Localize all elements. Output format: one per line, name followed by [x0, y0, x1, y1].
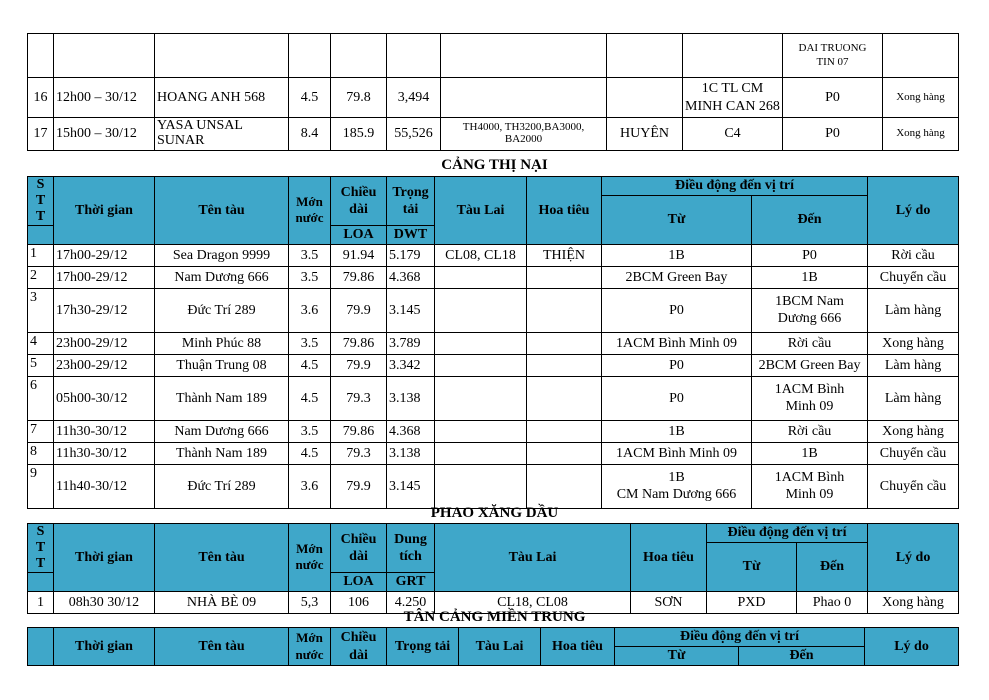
cell-ship: Thành Nam 189	[155, 442, 289, 464]
cell-time: 11h40-30/12	[54, 464, 155, 508]
cell-draft: 3.5	[289, 266, 331, 288]
cell-to: 2BCM Green Bay	[752, 354, 868, 376]
cell-dwt: 3.138	[387, 376, 435, 420]
cell-loa: 91.94	[331, 244, 387, 266]
cell-loa: 79.86	[331, 332, 387, 354]
cell-reason: Làm hàng	[868, 288, 959, 332]
cell-ship: Nam Dương 666	[155, 420, 289, 442]
cell-from: 1B	[602, 420, 752, 442]
cell-draft: 3.6	[289, 464, 331, 508]
table-row	[28, 464, 959, 508]
cell-tug	[435, 354, 527, 376]
cell-time: 17h00-29/12	[54, 244, 155, 266]
thi-nai-rows	[28, 244, 959, 508]
cell-reason: Rời cầu	[868, 244, 959, 266]
col10-note: DAI TRUONG TIN 07	[783, 34, 883, 78]
cell-time: 17h00-29/12	[54, 266, 155, 288]
table-row: 1 08h30 30/12 NHÀ BÈ 09 5,3 106 4.250 CL18, CL08 SƠN PXD Phao 0 Xong hàng	[28, 591, 959, 613]
cell-stt: 8	[28, 442, 54, 464]
cell-reason: Chuyển cầu	[868, 442, 959, 464]
cell-to: 1ACM Bình Minh 09	[752, 464, 868, 508]
cell-loa: 79.3	[331, 376, 387, 420]
cell-dwt: 3.789	[387, 332, 435, 354]
table-row	[28, 376, 959, 420]
cell-dwt: 3.138	[387, 442, 435, 464]
cell-from: P0	[602, 354, 752, 376]
cell-ship: Minh Phúc 88	[155, 332, 289, 354]
cell-dwt: 3.342	[387, 354, 435, 376]
cell-pilot	[527, 442, 602, 464]
cell-from: 1ACM Bình Minh 09	[602, 442, 752, 464]
cell-to: 1B	[752, 442, 868, 464]
cell-reason: Chuyển cầu	[868, 464, 959, 508]
cell-ship: Đức Trí 289	[155, 464, 289, 508]
cell-pilot	[527, 354, 602, 376]
table-row: 17 15h00 – 30/12 YASA UNSAL SUNAR 8.4 185.9 55,526 TH4000, TH3200,BA3000, BA2000 HUYÊN C4 P0 Xong hàng	[28, 118, 959, 151]
cell-time: 17h30-29/12	[54, 288, 155, 332]
cell-loa: 79.3	[331, 442, 387, 464]
section-title-phao: PHAO XĂNG DẦU	[430, 505, 559, 521]
cell-pilot	[527, 266, 602, 288]
cell-loa: 79.86	[331, 420, 387, 442]
cell-dwt: 5.179	[387, 244, 435, 266]
cell-dwt: 4.368	[387, 266, 435, 288]
cell-stt: 3	[28, 288, 54, 332]
cell-reason: Làm hàng	[868, 376, 959, 420]
cell-dwt: 3.145	[387, 288, 435, 332]
cell-draft: 4.5	[289, 442, 331, 464]
cell-ship: Đức Trí 289	[155, 288, 289, 332]
table-row	[28, 244, 959, 266]
cell-reason: Làm hàng	[868, 354, 959, 376]
table-row	[28, 332, 959, 354]
cell-tug: CL08, CL18	[435, 244, 527, 266]
cell-dwt: 3.145	[387, 464, 435, 508]
cell-loa: 79.9	[331, 288, 387, 332]
cell-from: P0	[602, 288, 752, 332]
cell-ship: Sea Dragon 9999	[155, 244, 289, 266]
top-table	[27, 33, 959, 151]
cell-from: 1ACM Bình Minh 09	[602, 332, 752, 354]
cell-pilot	[527, 288, 602, 332]
cell-to: 1B	[752, 266, 868, 288]
cell-from: 1B	[602, 244, 752, 266]
cell-draft: 4.5	[289, 354, 331, 376]
cell-time: 11h30-30/12	[54, 420, 155, 442]
cell-reason: Xong hàng	[868, 332, 959, 354]
cell-to: Rời cầu	[752, 332, 868, 354]
cell-tug	[435, 464, 527, 508]
cell-stt: 1	[28, 244, 54, 266]
cell-loa: 79.86	[331, 266, 387, 288]
table-row	[28, 288, 959, 332]
cell-time: 23h00-29/12	[54, 332, 155, 354]
cell-from: 2BCM Green Bay	[602, 266, 752, 288]
cell-dwt: 4.368	[387, 420, 435, 442]
cell-stt: 6	[28, 376, 54, 420]
cell-reason: Xong hàng	[868, 420, 959, 442]
table-row	[28, 420, 959, 442]
phao-table: S T T Thời gian Tên tàu Mớn nước Chiều dài Dung tích Tàu Lai Hoa tiêu Điều động đến vị trí Lý do Từ Đến LOA GRT 1 08h30 30/12 NHÀ BÈ 09 5,3 106 4.250 CL18, CL08 SƠN PXD Phao 0 Xong hàng	[27, 523, 959, 614]
cell-loa: 79.9	[331, 354, 387, 376]
tan-cang-table: Thời gian Tên tàu Mớn nước Chiều dài Trọng tải Tàu Lai Hoa tiêu Điều động đến vị trí Lý do Từ Đến	[27, 627, 959, 666]
cell-pilot	[527, 332, 602, 354]
cell-tug	[435, 332, 527, 354]
cell-draft: 3.5	[289, 332, 331, 354]
cell-loa: 79.9	[331, 464, 387, 508]
cell-ship: Thuận Trung 08	[155, 354, 289, 376]
cell-time: 23h00-29/12	[54, 354, 155, 376]
cell-tug	[435, 288, 527, 332]
cell-from: 1B CM Nam Dương 666	[602, 464, 752, 508]
table-row	[28, 266, 959, 288]
cell-stt: 9	[28, 464, 54, 508]
cell-ship: Nam Dương 666	[155, 266, 289, 288]
cell-tug	[435, 420, 527, 442]
table-row	[28, 354, 959, 376]
header-row: S T T Thời gian Tên tàu Mớn nước Chiều dài Trọng tải Tàu Lai Hoa tiêu Điều động đến vị trí Lý do	[28, 177, 959, 196]
section-title-tan-cang: TÂN CẢNG MIỀN TRUNG	[403, 609, 586, 625]
cell-to: P0	[752, 244, 868, 266]
cell-stt: 5	[28, 354, 54, 376]
cell-from: P0	[602, 376, 752, 420]
cell-pilot	[527, 464, 602, 508]
table-row	[28, 442, 959, 464]
cell-tug	[435, 376, 527, 420]
cell-stt: 7	[28, 420, 54, 442]
table-row: 16 12h00 – 30/12 HOANG ANH 568 4.5 79.8 3,494 1C TL CM MINH CAN 268 P0 Xong hàng	[28, 78, 959, 118]
blank-row	[28, 34, 959, 78]
cell-draft: 4.5	[289, 376, 331, 420]
cell-pilot: THIỆN	[527, 244, 602, 266]
cell-ship: Thành Nam 189	[155, 376, 289, 420]
thi-nai-table: S T T Thời gian Tên tàu Mớn nước Chiều dài Trọng tải Tàu Lai Hoa tiêu Điều động đến vị trí Lý do Từ Đến LOA DWT 1 17h00-29/12 Sea Dragon 9999 3.5 91.94 5.179 CL08, CL18 THIỆN 1B P0 Rời cầu 2 17h00-29/12 Nam Dương 666 3.5 79.86 4.368 2BCM Green Bay 1B Chuyển cầu 3 17h30-29/12 Đức Trí 289 3.6 79.9 3.145 P0 1BCM Nam Dương 666 Làm hàng 4 23h00-29/12 Minh Phúc 88 3.5 79.86 3.789 1ACM Bình Minh 09 Rời cầu Xong hàng 5 23h00-29/12 Thuận Trung 08 4.5 79.9 3.342 P0 2BCM Green Bay Làm hàng 6 05h00-30/12 Thành Nam 189 4.5 79.3 3.138 P0 1ACM Bình Minh 09 Làm hàng 7 11h30-30/12 Nam Dương 666 3.5 79.86 4.368 1B Rời cầu Xong hàng 8 11h30-30/12 Thành Nam 189 4.5 79.3 3.138 1ACM Bình Minh 09 1B Chuyển cầu 9 11h40-30/12 Đức Trí 289 3.6 79.9 3.145 1B CM Nam Dương 666 1ACM Bình Minh 09 Chuyển cầu	[27, 176, 959, 509]
cell-to: 1ACM Bình Minh 09	[752, 376, 868, 420]
cell-tug	[435, 266, 527, 288]
cell-reason: Chuyển cầu	[868, 266, 959, 288]
section-title-thi-nai: CẢNG THỊ NẠI	[441, 157, 548, 173]
cell-stt: 4	[28, 332, 54, 354]
cell-draft: 3.6	[289, 288, 331, 332]
cell-pilot	[527, 376, 602, 420]
cell-to: Rời cầu	[752, 420, 868, 442]
cell-stt: 2	[28, 266, 54, 288]
cell-to: 1BCM Nam Dương 666	[752, 288, 868, 332]
cell-pilot	[527, 420, 602, 442]
cell-time: 05h00-30/12	[54, 376, 155, 420]
cell-tug	[435, 442, 527, 464]
cell-time: 11h30-30/12	[54, 442, 155, 464]
cell-draft: 3.5	[289, 244, 331, 266]
cell-draft: 3.5	[289, 420, 331, 442]
